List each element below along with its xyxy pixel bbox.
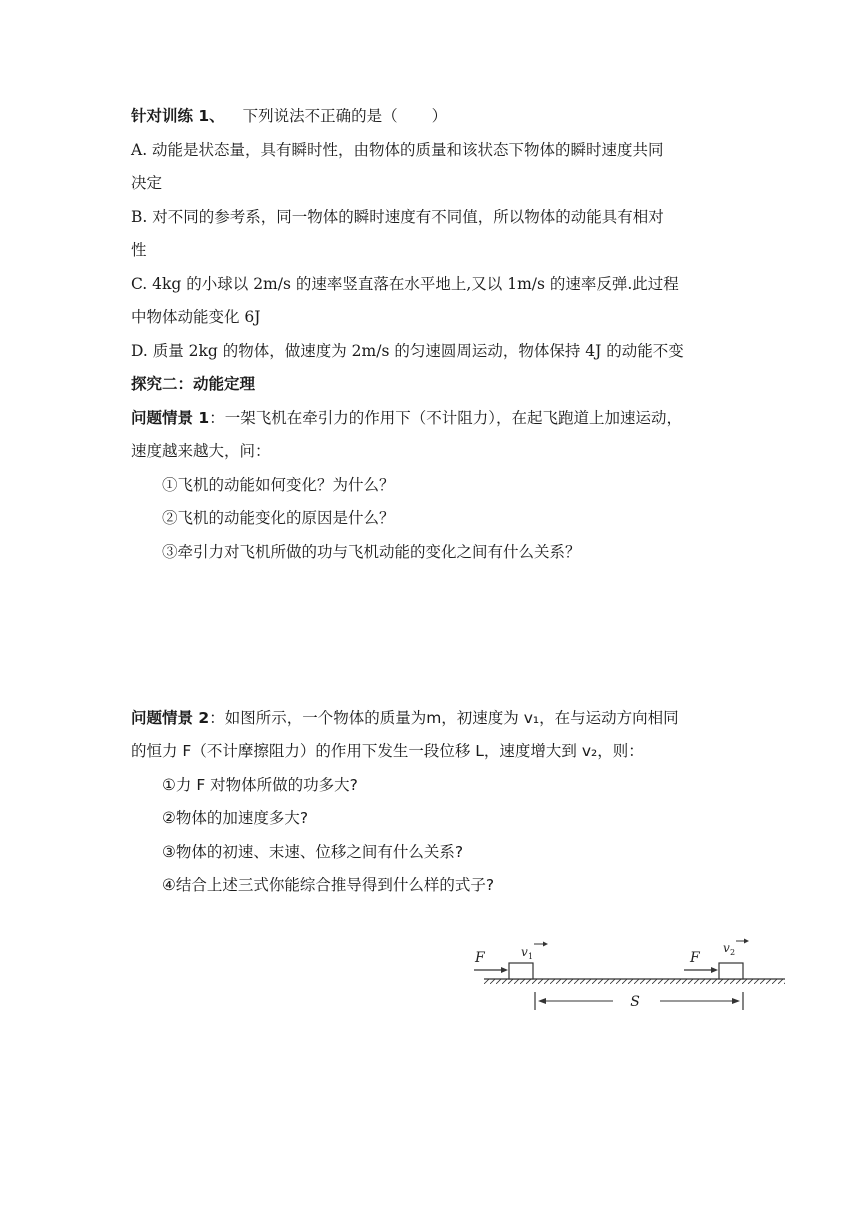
practice-question: 下列说法不正确的是（ xyxy=(242,107,398,125)
motion-diagram xyxy=(460,930,800,1020)
block-initial xyxy=(509,963,533,979)
scenario1-question-1: ①飞机的动能如何变化？为什么？ xyxy=(162,476,395,494)
scenario1-colon: ： xyxy=(209,409,225,427)
scenario1-line2: 速度越来越大，问： xyxy=(131,442,271,460)
distance-label: S xyxy=(630,994,640,1010)
velocity-v2-label: v xyxy=(723,941,730,955)
block-final xyxy=(719,963,743,979)
practice-question-close: ） xyxy=(431,107,448,125)
section-title: 探究二：动能定理 xyxy=(131,375,256,393)
scenario2-question-3: ③物体的初速、末速、位移之间有什么关系? xyxy=(162,843,464,861)
option-c-line1: C. 4kg 的小球以 2m/s 的速率竖直落在水平地上,又以 1m/s 的速率反弹.此过程 xyxy=(131,275,679,293)
option-b-line1: B. 对不同的参考系，同一物体的瞬时速度有不同值，所以物体的动能具有相对 xyxy=(131,208,664,226)
scenario1-text: 一架飞机在牵引力的作用下（不计阻力），在起飞跑道上加速运动， xyxy=(224,409,682,427)
scenario1-label: 问题情景 1 xyxy=(131,409,210,427)
scenario2-question-4: ④结合上述三式你能综合推导得到什么样的式子? xyxy=(162,876,495,894)
scenario2-label: 问题情景 2 xyxy=(131,709,210,727)
option-a-line1: A. 动能是状态量，具有瞬时性，由物体的质量和该状态下物体的瞬时速度共同 xyxy=(131,141,664,159)
force-arrow-1 xyxy=(474,967,508,973)
scenario1-line1 xyxy=(131,408,682,428)
scenario2-line1 xyxy=(131,708,679,728)
velocity-v2-subscript: 2 xyxy=(730,948,736,957)
velocity-v1-arrow xyxy=(534,942,548,947)
velocity-v1-label: v xyxy=(521,945,528,959)
velocity-v2-arrow xyxy=(736,939,749,944)
scenario2-colon: ： xyxy=(209,709,225,727)
force-label-2: F xyxy=(690,950,700,966)
option-d-line: D. 质量 2kg 的物体，做速度为 2m/s 的匀速圆周运动，物体保持 4J 的动能不变 xyxy=(131,342,684,360)
scenario2-line2: 的恒力 F（不计摩擦阻力）的作用下发生一段位移 L，速度增大到 v₂，则： xyxy=(131,742,644,760)
option-a-line2: 决定 xyxy=(131,174,163,192)
scenario1-question-2: ②飞机的动能变化的原因是什么？ xyxy=(162,509,395,527)
practice-title: 针对训练 1、 xyxy=(131,107,225,125)
option-b-line2: 性 xyxy=(131,241,147,259)
force-arrow-2 xyxy=(684,967,718,973)
scenario1-question-3: ③牵引力对飞机所做的功与飞机动能的变化之间有什么关系？ xyxy=(162,543,581,561)
practice-question-line xyxy=(131,106,447,126)
scenario2-text: 如图所示，一个物体的质量为m，初速度为 v₁，在与运动方向相同 xyxy=(224,709,679,727)
force-label-1: F xyxy=(475,950,485,966)
scenario2-question-1: ①力 F 对物体所做的功多大? xyxy=(162,776,358,794)
velocity-v1-subscript: 1 xyxy=(528,952,534,961)
ground xyxy=(484,979,785,984)
scenario2-question-2: ②物体的加速度多大? xyxy=(162,809,309,827)
option-c-line2: 中物体动能变化 6J xyxy=(131,308,261,326)
